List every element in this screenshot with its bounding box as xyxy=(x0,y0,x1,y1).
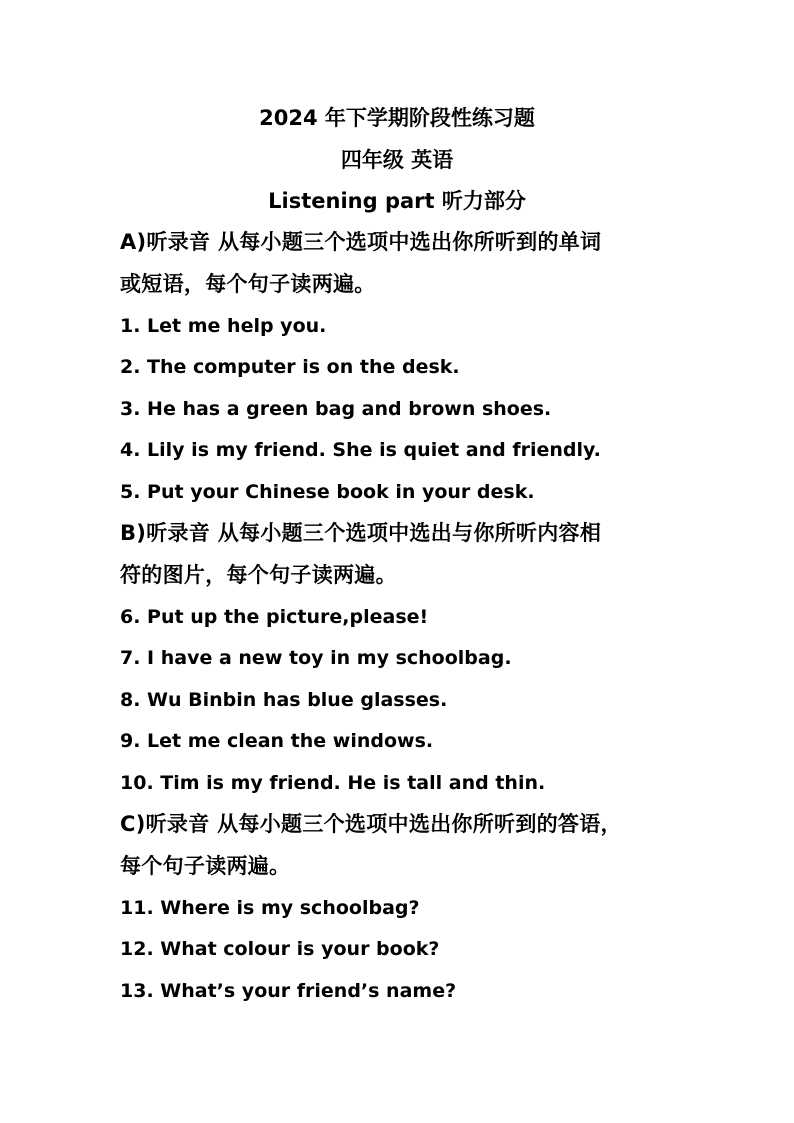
listening-part-heading: Listening part 听力部分 xyxy=(268,189,526,213)
question-item: 12. What colour is your book? xyxy=(120,938,440,960)
question-item: 6. Put up the picture,please! xyxy=(120,606,429,628)
question-item: 11. Where is my schoolbag? xyxy=(120,897,420,919)
question-item: 2. The computer is on the desk. xyxy=(120,356,460,378)
question-item: 10. Tim is my friend. He is tall and thin. xyxy=(120,772,546,794)
question-item: 3. He has a green bag and brown shoes. xyxy=(120,398,552,420)
question-item: 8. Wu Binbin has blue glasses. xyxy=(120,689,448,711)
question-item: 4. Lily is my friend. She is quiet and friendly. xyxy=(120,439,601,461)
section-b-instruction-line2: 符的图片，每个句子读两遍。 xyxy=(120,563,397,587)
section-a-instruction-line2: 或短语，每个句子读两遍。 xyxy=(120,272,376,296)
section-b-instruction-line1: B)听录音 从每小题三个选项中选出与你所听内容相 xyxy=(120,521,602,545)
section-c-instruction-line2: 每个句子读两遍。 xyxy=(120,854,291,878)
section-c-instruction-line1: C)听录音 从每小题三个选项中选出你所听到的答语， xyxy=(120,812,622,836)
question-item: 1. Let me help you. xyxy=(120,315,327,337)
document-subtitle: 四年级 英语 xyxy=(340,148,454,172)
question-item: 9. Let me clean the windows. xyxy=(120,730,434,752)
section-a-instruction-line1: A)听录音 从每小题三个选项中选出你所听到的单词 xyxy=(120,230,602,254)
question-item: 7. I have a new toy in my schoolbag. xyxy=(120,647,512,669)
question-item: 13. What’s your friend’s name? xyxy=(120,980,457,1002)
document-title: 2024 年下学期阶段性练习题 xyxy=(259,106,535,130)
question-item: 5. Put your Chinese book in your desk. xyxy=(120,481,535,503)
